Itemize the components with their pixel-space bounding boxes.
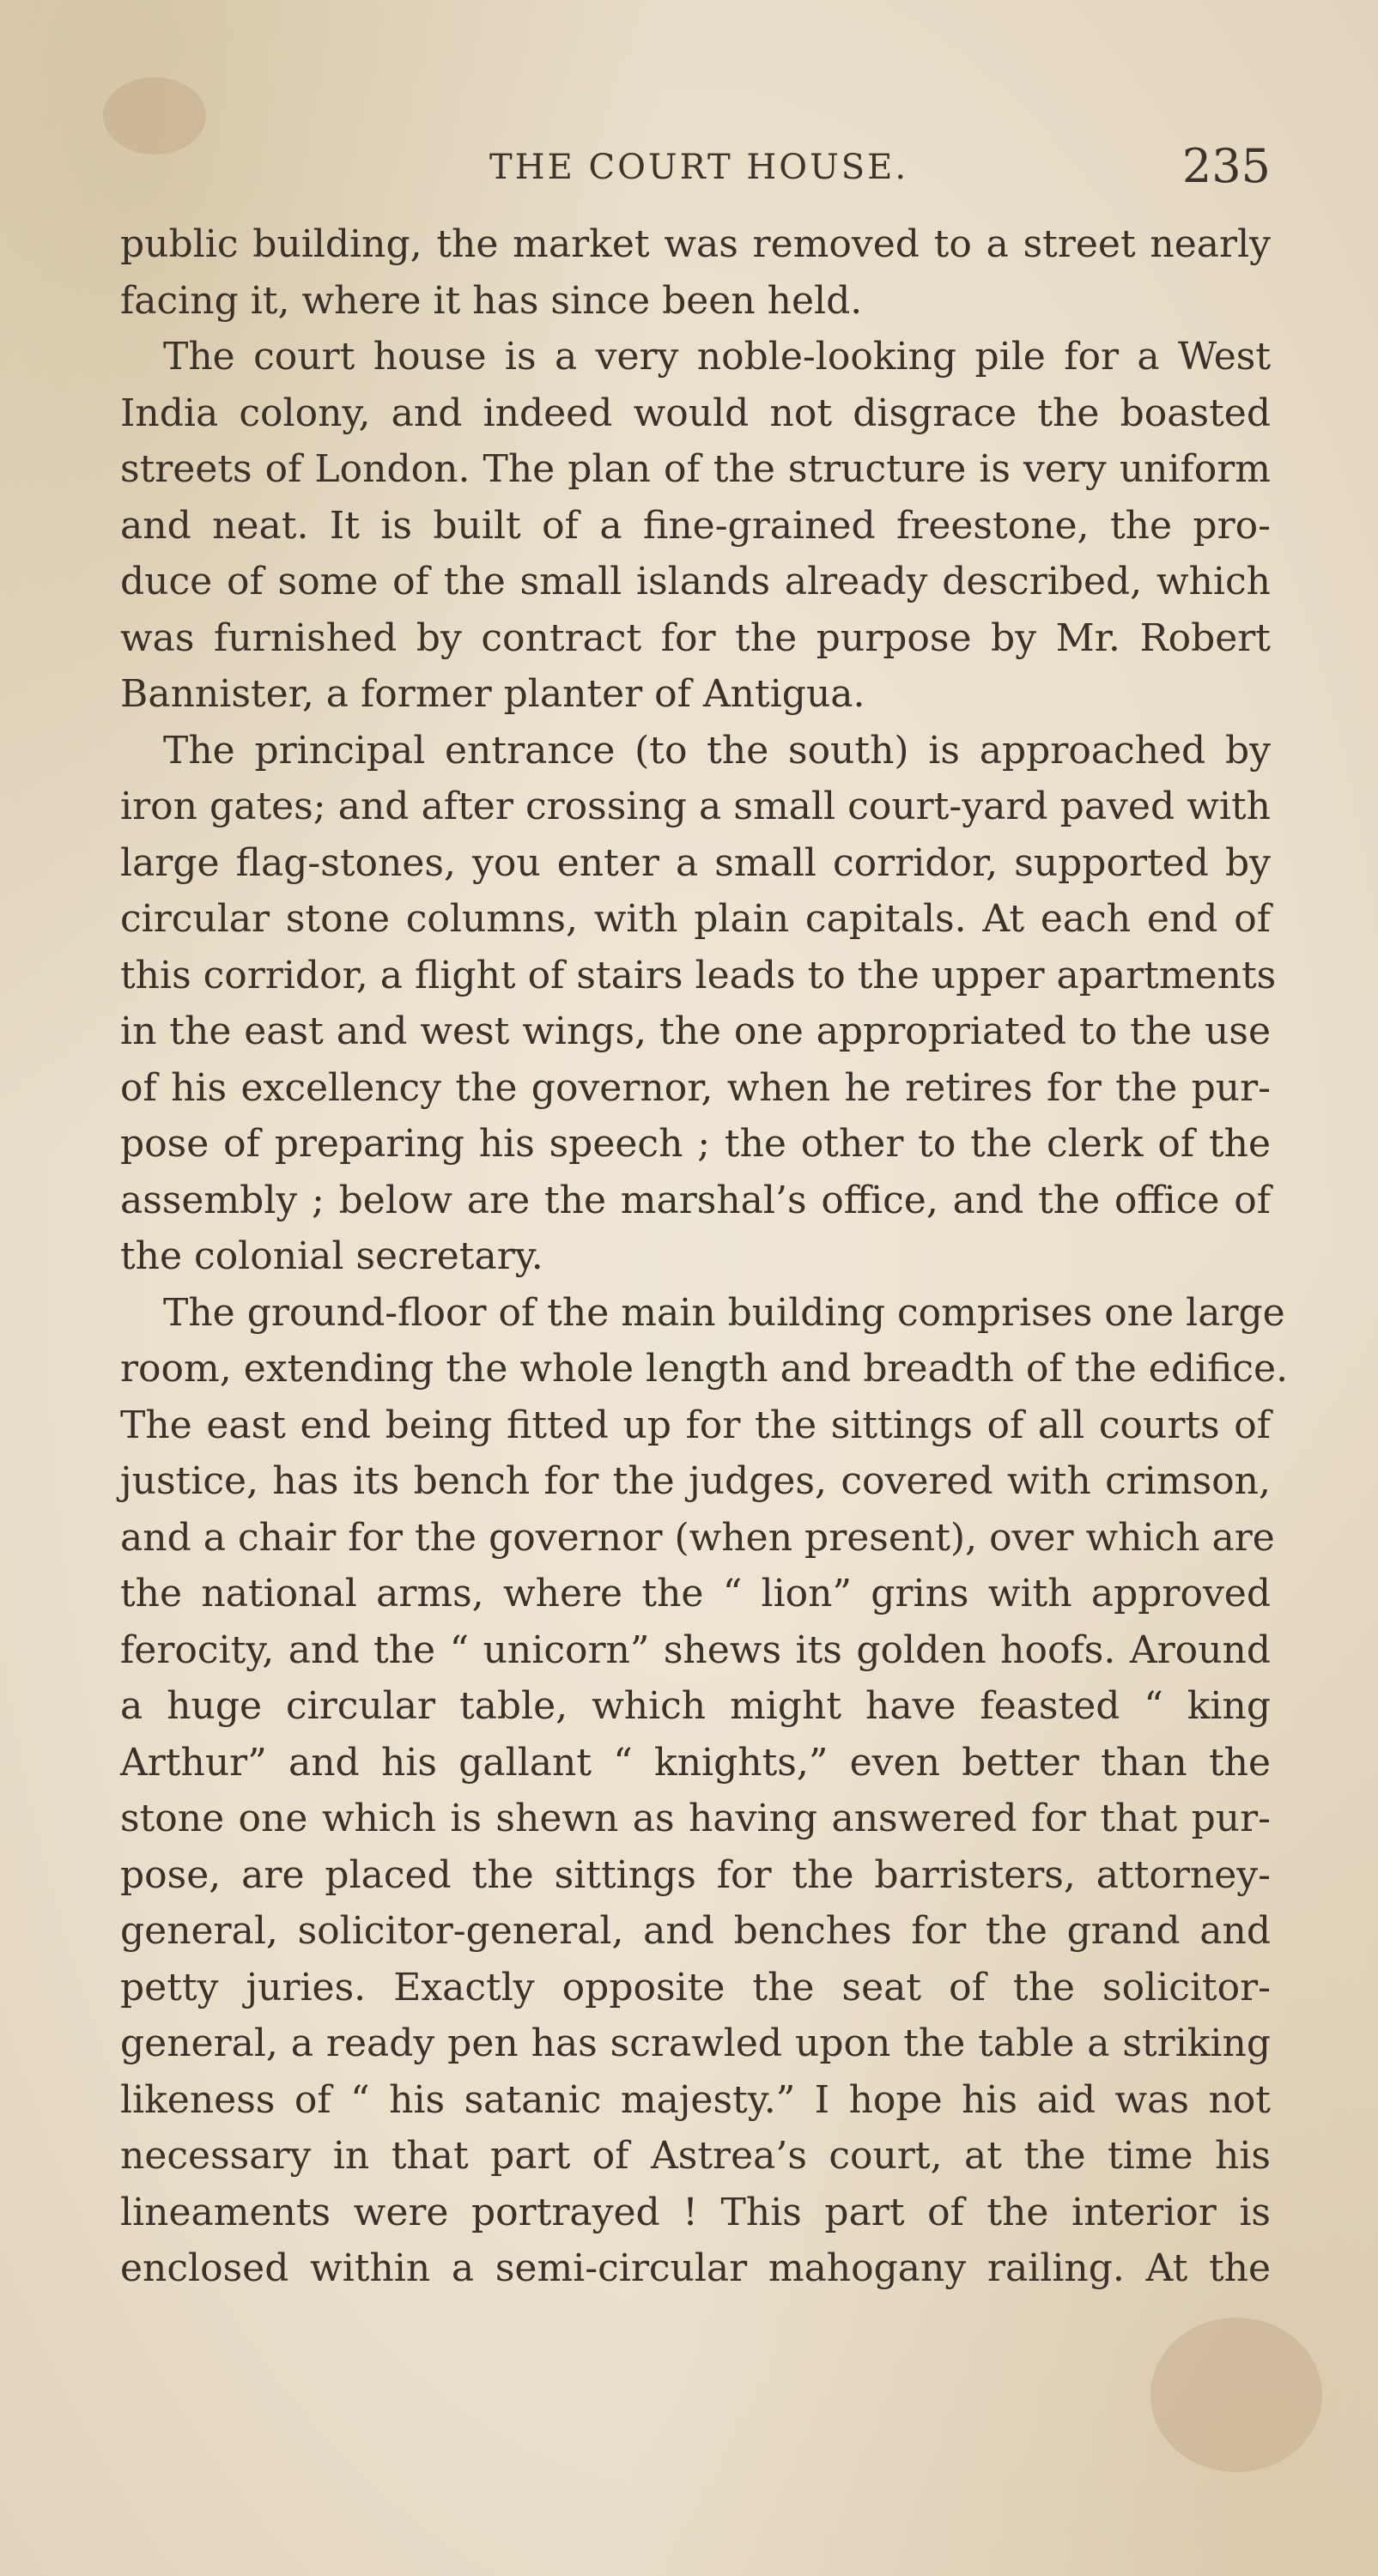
text-line: facing it, where it has since been held.	[120, 278, 863, 323]
text-line: The east end being fitted up for the sittings of all courts of	[120, 1403, 1271, 1447]
text-line: duce of some of the small islands already described, which	[120, 560, 1271, 603]
text-line: The principal entrance (to the south) is approached by	[163, 728, 1271, 773]
text-line: India colony, and indeed would not disgrace the boasted	[120, 391, 1271, 435]
text-line: justice, has its bench for the judges, covered with crimson,	[120, 1459, 1271, 1503]
text-line: pose, are placed the sittings for the barristers, attorney-	[120, 1852, 1271, 1897]
paper-stain	[1150, 2318, 1322, 2472]
text-line: ferocity, and the “ unicorn” shews its golden hoofs. Around	[120, 1627, 1271, 1672]
body-text	[120, 216, 1289, 2297]
text-line: large flag-stones, you enter a small corridor, supported by	[120, 840, 1271, 885]
text-line: and a chair for the governor (when present), over which are	[120, 1515, 1275, 1560]
text-line: general, a ready pen has scrawled upon the table a striking	[120, 2021, 1271, 2065]
text-line: stone one which is shewn as having answered for that pur-	[120, 1797, 1271, 1840]
text-line: iron gates; and after crossing a small court-yard paved with	[120, 785, 1271, 828]
text-line: streets of London. The plan of the structure is very uniform	[120, 447, 1271, 491]
text-line: this corridor, a flight of stairs leads to the upper apartments	[120, 953, 1277, 997]
text-line: The ground-floor of the main building comprises one large	[163, 1290, 1285, 1335]
text-line: Bannister, a former planter of Antigua.	[120, 672, 865, 716]
page-header	[120, 139, 1271, 199]
text-line: general, solicitor-general, and benches for the grand and	[120, 1909, 1271, 1953]
text-line: petty juries. Exactly opposite the seat of the solicitor-	[120, 1965, 1271, 2009]
text-line: Arthur” and his gallant “ knights,” even better than the	[120, 1740, 1271, 1785]
text-line: lineaments were portrayed ! This part of the interior is	[120, 2190, 1271, 2234]
text-line: the colonial secretary.	[120, 1234, 543, 1278]
text-line: circular stone columns, with plain capitals. At each end of	[120, 897, 1271, 941]
text-line: public building, the market was removed to a street nearly	[120, 222, 1271, 266]
text-line: in the east and west wings, the one appropriated to the use	[120, 1009, 1271, 1053]
text-line: enclosed within a semi-circular mahogany railing. At the	[120, 2246, 1271, 2290]
page-number: 235	[1181, 139, 1271, 193]
text-line: pose of preparing his speech ; the other to the clerk of the	[120, 1122, 1271, 1166]
text-line: the national arms, where the “ lion” grins with approved	[120, 1572, 1271, 1615]
text-line: was furnished by contract for the purpose by Mr. Robert	[120, 615, 1271, 660]
text-line: likeness of “ his satanic majesty.” I hope his aid was not	[120, 2077, 1271, 2122]
running-head: THE COURT HOUSE.	[489, 148, 909, 187]
text-line: The court house is a very noble-looking pile for a West	[163, 335, 1271, 379]
text-line: room, extending the whole length and breadth of the edifice.	[120, 1347, 1289, 1391]
text-line: necessary in that part of Astrea’s court, at the time his	[120, 2134, 1271, 2178]
text-line: assembly ; below are the marshal’s office, and the office of	[120, 1178, 1271, 1222]
text-line: of his excellency the governor, when he retires for the pur-	[120, 1065, 1271, 1110]
text-line: and neat. It is built of a fine-grained freestone, the pro-	[120, 503, 1271, 548]
text-line: a huge circular table, which might have feasted “ king	[120, 1684, 1271, 1728]
